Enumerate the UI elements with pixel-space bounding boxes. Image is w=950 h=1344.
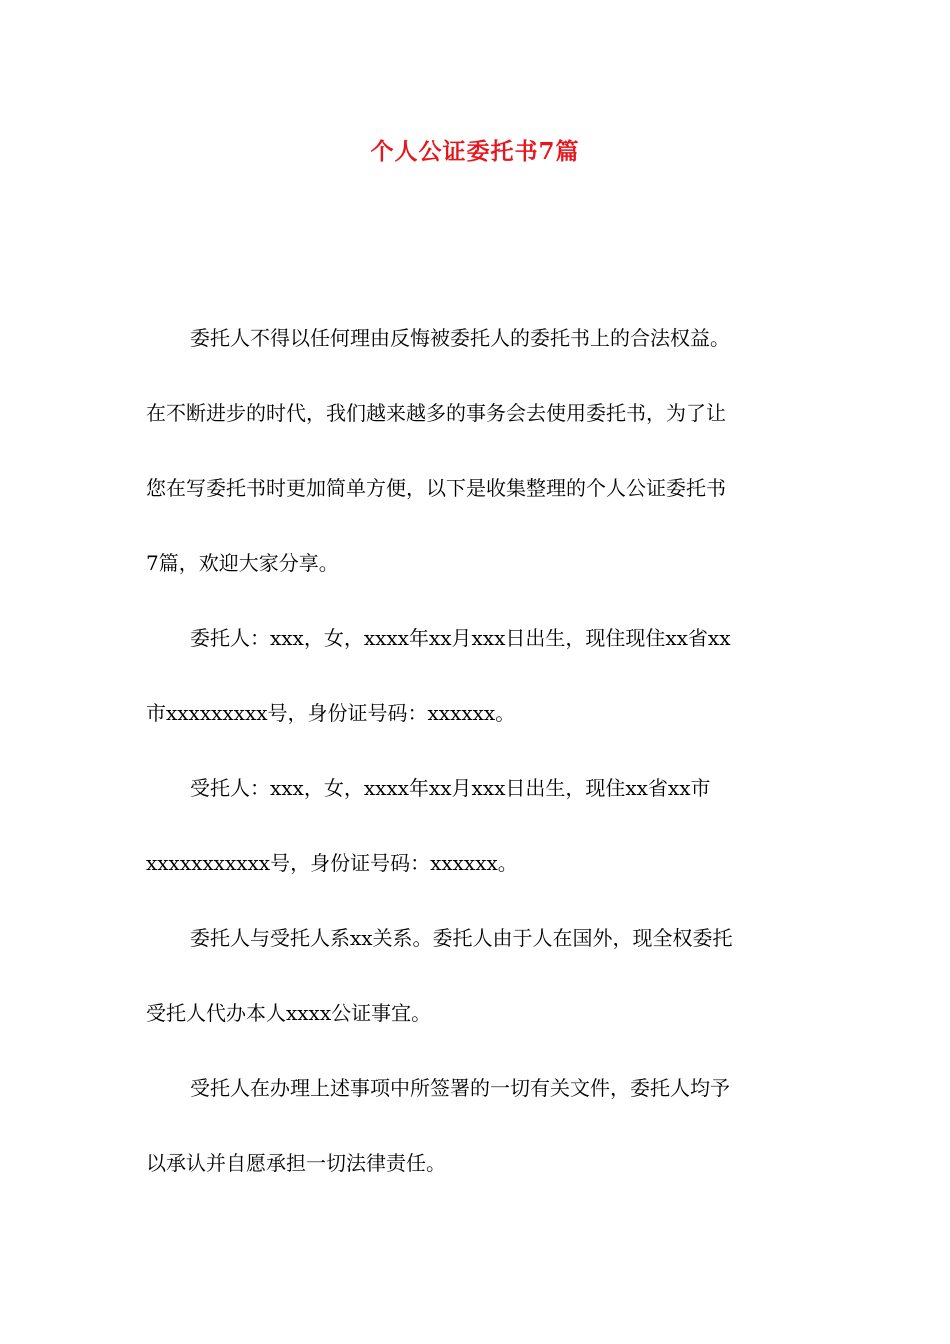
paragraph-line: 您在写委托书时更加简单方便，以下是收集整理的个人公证委托书: [146, 476, 726, 500]
line-spacer: [146, 808, 806, 846]
document-title: 个人公证委托书7篇: [370, 138, 580, 165]
line-spacer: [146, 958, 806, 996]
line-spacer: [146, 733, 806, 771]
paragraph-line: 受托人代办本人xxxx公证事宜。: [146, 1001, 432, 1025]
paragraph-line: 委托人与受托人系xx关系。委托人由于人在国外，现全权委托: [190, 926, 733, 950]
line-spacer: [146, 508, 806, 546]
paragraph-line: 受托人在办理上述事项中所签署的一切有关文件，委托人均予: [190, 1076, 730, 1100]
paragraph-2: [146, 620, 806, 770]
line-spacer: [146, 358, 806, 396]
line-spacer: [146, 658, 806, 696]
line-spacer: [146, 883, 806, 921]
line-spacer: [146, 1108, 806, 1146]
line-spacer: [146, 1033, 806, 1071]
paragraph-line: xxxxxxxxxxx号，身份证号码：xxxxxx。: [146, 851, 518, 875]
line-spacer: [146, 583, 806, 621]
paragraph-4: [146, 920, 806, 1070]
paragraph-line: 委托人：xxx，女，xxxx年xx月xxx日出生，现住现住xx省xx: [190, 626, 731, 650]
paragraph-line: 以承认并自愿承担一切法律责任。: [146, 1151, 446, 1175]
paragraph-3: [146, 770, 806, 920]
paragraph-5: [146, 1070, 806, 1183]
paragraph-line: 市xxxxxxxxx号，身份证号码：xxxxxx。: [146, 701, 516, 725]
paragraph-1: [146, 320, 806, 620]
document-body: [146, 320, 806, 1183]
paragraph-line: 在不断进步的时代，我们越来越多的事务会去使用委托书，为了让: [146, 401, 726, 425]
paragraph-line: 委托人不得以任何理由反悔被委托人的委托书上的合法权益。: [190, 326, 730, 350]
paragraph-line: 受托人：xxx，女，xxxx年xx月xxx日出生，现住xx省xx市: [190, 776, 711, 800]
line-spacer: [146, 433, 806, 471]
paragraph-line: 7篇，欢迎大家分享。: [146, 551, 339, 575]
